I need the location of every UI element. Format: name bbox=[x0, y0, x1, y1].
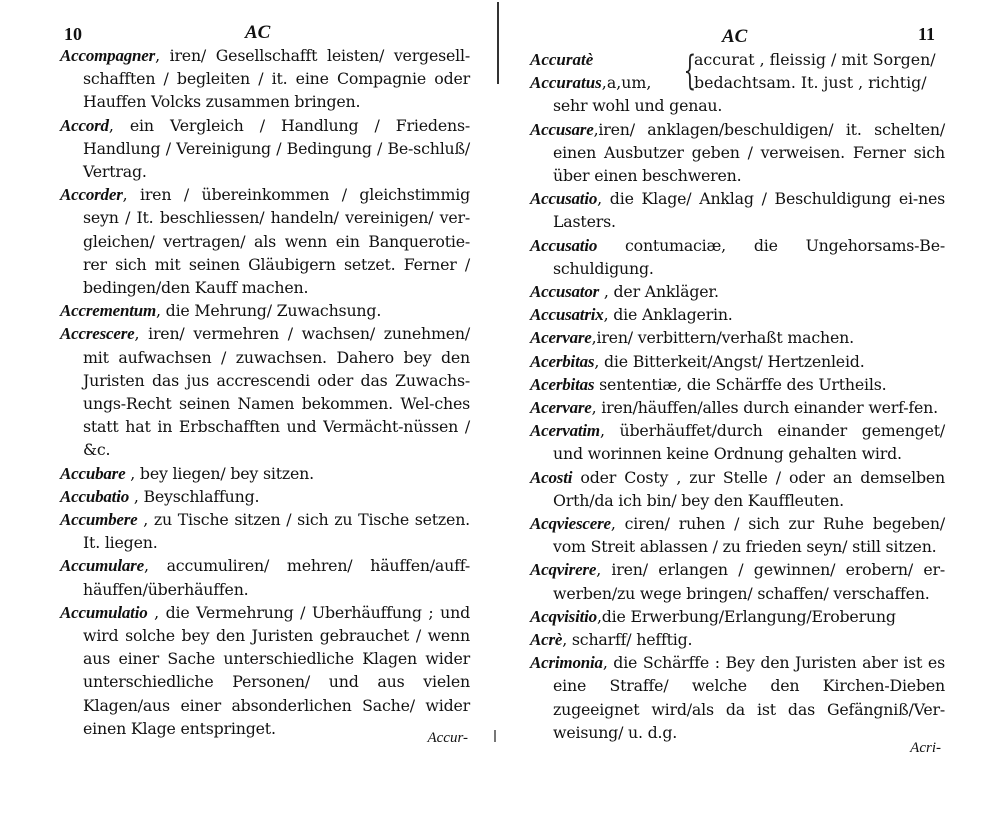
dictionary-entry bbox=[530, 350, 945, 373]
headword: Accumulatio bbox=[60, 602, 148, 622]
headword: Acrè bbox=[530, 630, 563, 650]
dictionary-entry bbox=[530, 326, 945, 349]
dictionary-entry bbox=[530, 187, 945, 233]
definition-text: , bey liegen/ bey sitzen. bbox=[125, 463, 314, 483]
headword: Accompagner bbox=[60, 46, 156, 65]
dictionary-entry bbox=[60, 322, 470, 461]
right-page bbox=[530, 0, 945, 839]
definition-text: , die Klage/ Anklag / Beschuldigung ei-nes Lasters. bbox=[553, 189, 945, 232]
dictionary-entry bbox=[530, 512, 945, 558]
headword: Accusator bbox=[530, 282, 600, 302]
definition-text: , die Bitterkeit/Angst/ Hertzenleid. bbox=[594, 351, 865, 371]
dictionary-entry bbox=[530, 280, 945, 303]
dictionary-entry bbox=[60, 44, 470, 114]
page-number: 11 bbox=[917, 24, 935, 44]
definition-text: , iren/ Gesellschafft leisten/ vergesell-schafften / begleiten / it. eine Compagnie oder Hauffen Volcks zusammen bringen. bbox=[83, 46, 470, 112]
definition-text: , die Vermehrung / Uberhäuffung ; und wird solche bey den Juristen gebrauchet / wenn aus einer Sache unterschiedliche Klagen wider unterschiedliche Personen/ und aus vielen Klagen/aus einer absonderlichen Sache/ wider einen Klage entspringet. bbox=[83, 602, 470, 738]
left-page bbox=[60, 0, 470, 839]
dictionary-entry bbox=[530, 651, 945, 744]
dictionary-entry bbox=[530, 118, 945, 188]
gutter-line bbox=[497, 2, 499, 84]
dictionary-entry bbox=[60, 485, 470, 508]
definition-text: , überhäuffet/durch einander gemenget/ und worinnen keine Ordnung gehalten wird. bbox=[553, 421, 945, 464]
definition-text: , Beyschlaffung. bbox=[129, 486, 260, 506]
definition-text: oder Costy , zur Stelle / oder an demselben Orth/da ich bin/ bey den Kauffleuten. bbox=[553, 467, 945, 510]
dictionary-entry bbox=[60, 183, 470, 299]
headword: Accusatrix bbox=[530, 305, 604, 325]
right-entries bbox=[530, 48, 945, 744]
dictionary-entry bbox=[530, 558, 945, 604]
headword: Accubare bbox=[60, 463, 126, 483]
left-entries bbox=[60, 44, 470, 740]
catchword: Acri- bbox=[910, 740, 941, 756]
dictionary-entry bbox=[530, 234, 945, 280]
definition-text: , die Anklagerin. bbox=[603, 305, 733, 325]
headword: Accumbere bbox=[60, 510, 138, 530]
accur-continuation: sehr wohl und genau. bbox=[553, 96, 723, 116]
catchword: Accur- bbox=[427, 730, 468, 746]
headword: Acervare bbox=[530, 328, 592, 348]
definition-text: , zu Tische sitzen / sich zu Tische setzen. It. liegen. bbox=[83, 510, 470, 553]
accur-bracketed-entry bbox=[530, 48, 945, 94]
right-page-header bbox=[530, 22, 945, 46]
running-head: AC bbox=[245, 22, 271, 43]
page-number: 10 bbox=[64, 24, 82, 44]
headword: Acerbitas bbox=[530, 374, 595, 394]
dictionary-entry bbox=[530, 396, 945, 419]
right-entry-list bbox=[530, 118, 945, 744]
headword-suffix: ,a,um, bbox=[601, 73, 652, 93]
headword: Acervare bbox=[530, 398, 592, 418]
headword: Accubatio bbox=[60, 486, 130, 506]
definition-text: , iren / übereinkommen / gleichstimmig seyn / It. beschliessen/ handeln/ vereinigen/ ver-gleichen/ vertragen/ als wenn ein Banquerotie-rer sich mit seinen Gläubigern setzet. Ferner / bedingen/den Kauff machen. bbox=[83, 185, 470, 298]
definition-text: contumaciæ, die Ungehorsams-Be-schuldigung. bbox=[553, 235, 945, 278]
definition-text: , iren/häuffen/alles durch einander werf-fen. bbox=[591, 398, 938, 418]
headword: Accuratè bbox=[530, 50, 594, 69]
dictionary-entry bbox=[60, 601, 470, 740]
definition-line: accurat , fleissig / mit Sorgen/ bbox=[694, 50, 936, 69]
headword: Acosti bbox=[530, 467, 573, 487]
running-head: AC bbox=[722, 26, 748, 47]
dictionary-entry bbox=[530, 466, 945, 512]
dictionary-entry bbox=[60, 462, 470, 485]
headword: Accuratus bbox=[530, 73, 602, 93]
definition-text: sententiæ, die Schärffe des Urtheils. bbox=[594, 374, 887, 394]
headword: Acrimonia bbox=[530, 653, 603, 673]
dictionary-entry bbox=[530, 303, 945, 326]
accur-keywords bbox=[530, 48, 680, 94]
headword: Accusatio bbox=[530, 235, 598, 255]
headword: Acervatim bbox=[530, 421, 600, 441]
headword: Accrementum bbox=[60, 301, 157, 321]
definition-text: , iren/ vermehren / wachsen/ zunehmen/ mit aufwachsen / zuwachsen. Dahero bey den Juristen das jus accrescendi oder das Zuwachs-ungs-Recht seinen Namen bekommen. Wel-ches statt hat in Erbschafften und Vermächt-nüssen / &c. bbox=[83, 324, 470, 460]
headword: Acqviescere bbox=[530, 514, 611, 534]
gutter-mark bbox=[494, 730, 496, 742]
definition-text: , ciren/ ruhen / sich zur Ruhe begeben/ vom Streit ablassen / zu frieden seyn/ still sitzen. bbox=[553, 514, 945, 557]
left-page-header bbox=[60, 22, 470, 46]
dictionary-entry bbox=[530, 605, 945, 628]
dictionary-entry bbox=[60, 508, 470, 554]
headword: Accusatio bbox=[530, 189, 598, 209]
headword: Accrescere bbox=[60, 324, 135, 344]
definition-text: ,iren/ verbittern/verhaßt machen. bbox=[591, 328, 854, 348]
dictionary-entry bbox=[530, 628, 945, 651]
definition-text: , die Schärffe : Bey den Juristen aber ist es eine Straffe/ welche den Kirchen-Dieben zugeeignet wird/als da ist das Gefängniß/Ver-weisung/ u. d.g. bbox=[553, 653, 945, 742]
definition-text: , die Mehrung/ Zuwachsung. bbox=[156, 301, 382, 321]
definition-text: , scharff/ hefftig. bbox=[562, 630, 693, 650]
headword: Accorder bbox=[60, 185, 123, 205]
headword: Acqvisitio bbox=[530, 606, 597, 626]
definition-text: , der Ankläger. bbox=[599, 282, 719, 302]
dictionary-entry bbox=[60, 299, 470, 322]
accur-definitions bbox=[694, 48, 945, 94]
definition-text: , accumuliren/ mehren/ häuffen/auff-häuffen/überhäuffen. bbox=[83, 556, 470, 599]
dictionary-entry bbox=[60, 114, 470, 184]
dictionary-entry bbox=[60, 554, 470, 600]
headword: Acqvirere bbox=[530, 560, 597, 580]
headword: Accumulare bbox=[60, 556, 144, 576]
brace-glyph: { bbox=[683, 48, 697, 94]
dictionary-entry bbox=[530, 419, 945, 465]
definition-text: , ein Vergleich / Handlung / Friedens-Handlung / Vereinigung / Bedingung / Be-schluß/ Vertrag. bbox=[83, 115, 470, 182]
dictionary-entry bbox=[530, 373, 945, 396]
definition-text: ,die Erwerbung/Erlangung/Eroberung bbox=[596, 606, 896, 626]
definition-text: , iren/ erlangen / gewinnen/ erobern/ er-werben/zu wege bringen/ schaffen/ verschaffen. bbox=[553, 560, 945, 603]
headword: Acerbitas bbox=[530, 351, 595, 371]
definition-text: ,iren/ anklagen/beschuldigen/ it. schelten/ einen Ausbutzer geben / verweisen. Ferner sich über einen beschweren. bbox=[553, 119, 945, 186]
headword: Accord bbox=[60, 115, 109, 135]
definition-line: bedachtsam. It. just , richtig/ bbox=[694, 73, 927, 93]
headword: Accusare bbox=[530, 119, 594, 139]
